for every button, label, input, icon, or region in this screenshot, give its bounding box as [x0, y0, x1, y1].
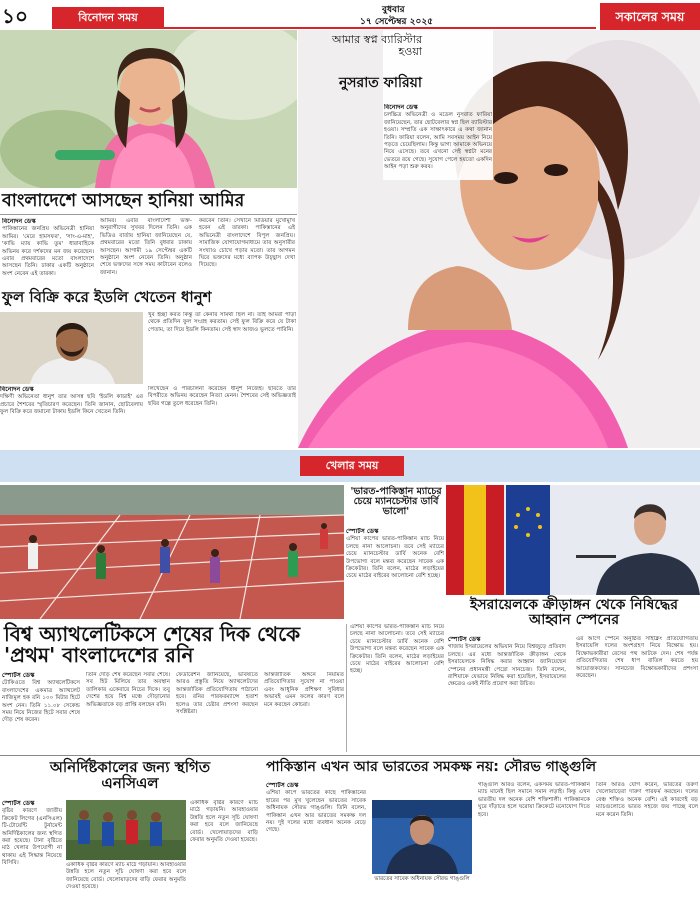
athletics-column-4 [264, 672, 344, 752]
spain-photo-art [446, 485, 700, 595]
faria-column [384, 104, 492, 280]
faria-name: নুসরাত ফারিয়া [338, 75, 422, 91]
spain-text-1: গাজায় ইসরায়েলের অভিযান নিয়ে বিশ্বজুড়ে প্রতিবাদ চলছে। এর মধ্যে আন্তর্জাতিক ক্রীড়াঙ্গন থেকে ইসরায়েলকে নিষিদ্ধ করার আহ্বান জানিয়েছেন স্পেনের প্রধানমন্ত্রী পেদ্রো সানচেজ। তিনি বলেন, রাশিয়াকে যেভাবে নিষিদ্ধ করা হয়েছিল, ইসরায়েলের ক্ষেত্রেও একই নীতি প্রয়োগ করা উচিত। [448, 644, 566, 688]
dhanush-photo [0, 312, 143, 384]
ganguly-text-3: তিনি আরও যোগ করেন, ভারতের তরুণ খেলোয়াড়েরা দারুণ পারফর্ম করছেন। দলের বেঞ্চ শক্তিও অনেক বেশি। এই কারণেই বড় ম্যাচগুলোতে ভারত সহজে জয় পাচ্ছে বলে মনে করেন তিনি। [596, 782, 698, 818]
hania-photo [0, 30, 297, 188]
hania-column-3 [199, 218, 295, 278]
derby-column-continued [350, 624, 444, 752]
ncl-column-1 [2, 800, 62, 906]
ganguly-column-1 [266, 782, 366, 906]
athletics-headline: বিশ্ব অ্যাথলেটিকসে শেষের দিক থেকে 'প্রথম' বাংলাদেশের রনি [4, 622, 301, 667]
derby-text: এশিয়া কাপের ভারত-পাকিস্তান ম্যাচ নিয়ে চলছে নানা আলোচনা। তবে সেই ম্যাচের চেয়ে ম্যানচেস্টার ডার্বি অনেক বেশি উপভোগ্য বলে মন্তব্য করেছেন সাবেক এক ক্রিকেটার। তিনি বলেন, মাঠের লড়াইয়ের চেয়ে মাঠের বাইরের আলোচনা বেশি হচ্ছে। [346, 536, 444, 580]
ganguly-text-2: গাঙ্গুলি আরও বলেন, একসময় ভারত-পাকিস্তান ম্যাচ মানেই ছিল সমানে সমান লড়াই। কিন্তু এখন ভারতীয় দল অনেক বেশি শক্তিশালী। পাকিস্তানকে ঘুরে দাঁড়াতে হলে ঘরোয়া ক্রিকেটে মনোযোগ দিতে হবে। [478, 782, 590, 818]
spain-column-1 [448, 636, 566, 748]
faria-byline: বিনোদন ডেস্ক [384, 104, 418, 111]
derby-column [346, 528, 444, 620]
hania-rule [0, 214, 297, 215]
athletics-text-2: তিনি দৌড় শেষ করেছেন সবার শেষে। সব হিট মিলিয়ে তার অবস্থান তালিকার একেবারে নিচের দিকে। তবু দেশের হয়ে বিশ্ব মঞ্চে দৌড়ানোর অভিজ্ঞতাকে বড় প্রাপ্তি বলছেন রনি। [86, 672, 170, 708]
athletics-text-4: আন্তর্জাতিক অঙ্গনে নিয়মিত প্রতিযোগিতার সুযোগ না পাওয়া এবং আধুনিক প্রশিক্ষণ সুবিধার অভাবই এমন ফলের কারণ বলে মনে করছেন কোচরা। [264, 672, 344, 708]
ganguly-headline: পাকিস্তান এখন আর ভারতের সমকক্ষ নয়: সৌরভ গাঙ্গুলি [266, 759, 597, 775]
hania-column-2 [100, 218, 192, 278]
section-label: বিনোদন সময় [52, 7, 164, 29]
dhanush-column-2 [148, 312, 296, 384]
hania-photo-art [0, 30, 297, 188]
ganguly-text-1: এশিয়া কাপে ভারতের কাছে পাকিস্তানের হারের পর মুখ খুলেছেন ভারতের সাবেক অধিনায়ক সৌরভ গাঙ্গুলি। তিনি বলেন, পাকিস্তান এখন আর ভারতের সমকক্ষ দল নয়। দুই দলের মধ্যে ব্যবধান অনেক বেড়ে গেছে। [266, 790, 366, 834]
spain-headline: ইসরায়েলকে ক্রীড়াঙ্গন থেকে নিষিদ্ধের আহ্বান স্পেনের [470, 597, 678, 628]
athletics-byline: স্পোর্টস ডেস্ক [2, 672, 35, 679]
ganguly-photo-art [372, 800, 472, 874]
spain-column-2 [576, 636, 698, 748]
dhanush-column-3 [148, 386, 296, 446]
dhanush-headline: ফুল বিক্রি করে ইডলি খেতেন ধানুশ [2, 288, 212, 306]
masthead-day: বুধবার [382, 5, 405, 15]
faria-photo [298, 30, 700, 448]
page-number: ১০ [2, 4, 28, 28]
spain-byline: স্পোর্টস ডেস্ক [448, 636, 481, 643]
faria-photo-art [298, 30, 700, 448]
ncl-text-3: একাধিক বৃষ্টির কারণে ম্যাচ মাঠে গড়ায়নি। আবহাওয়ার উন্নতি হলে নতুন সূচি ঘোষণা করা হবে বলে জানিয়েছে বোর্ড। খেলোয়াড়দের বাড়ি ফেরার অনুমতি দেওয়া হয়েছে। [190, 800, 258, 844]
ncl-photo [66, 800, 186, 860]
dhanush-photo-art [0, 312, 143, 384]
ganguly-caption: ভারতের সাবেক অধিনায়ক সৌরভ গাঙ্গুলি [374, 876, 470, 882]
hania-text-1: পাকিস্তানের জনপ্রিয় অভিনেত্রী হানিয়া আমির। 'মেরে হামসফর', 'সাং-এ-মাহ', 'কাভি ম্যায় কাভি তুম' ধারাবাহিকে অভিনয় করে দর্শকদের মন জয় করেছেন। এবার প্রথমবারের মতো বাংলাদেশে আসছেন তিনি। ঢাকার একটি অনুষ্ঠানে অংশ নেবেন এই তারকা। [2, 226, 94, 277]
hania-byline: বিনোদন ডেস্ক [2, 218, 36, 225]
faria-text: চলচ্চিত্র অভিনেত্রী ও মডেল নুসরাত ফারিয়া জানিয়েছেন, তার ছোটবেলার স্বপ্ন ছিল ব্যারিস্টার হওয়া। সম্প্রতি এক সাক্ষাৎকারে এ কথা জানান তিনি। ফারিয়া বলেন, আমি সবসময় আইন নিয়ে পড়তে চেয়েছিলাম। কিন্তু ভাগ্য আমাকে অভিনয়ে নিয়ে এসেছে। তবে এখনো সেই স্বপ্নটা মনের ভেতরে রয়ে গেছে। সুযোগ পেলে হয়তো একদিন আইন পড়া শুরু করব। [384, 112, 492, 171]
athletics-photo [0, 485, 344, 619]
hania-headline: বাংলাদেশে আসছেন হানিয়া আমির [2, 191, 245, 211]
ganguly-column-3 [596, 782, 698, 906]
dhanush-text-3: লিখেছেন ও পরিচালনা করেছেন ধানুশ নিজেই। ছবিতে তার বিপরীতে অভিনয় করেছেন নিত্যা মেনন। শৈশবের সেই অভিজ্ঞতাই ছবির গল্পে তুলে ধরেছেন তিনি। [148, 386, 296, 407]
ncl-headline: অনির্দিষ্টকালের জন্য স্থগিত এনসিএল [49, 758, 211, 792]
derby-byline: স্পোর্টস ডেস্ক [346, 528, 379, 535]
sports-band [0, 450, 700, 482]
dhanush-byline: বিনোদন ডেস্ক [0, 386, 34, 393]
masthead-date: ১৭ সেপ্টেম্বর ২০২৫ [360, 17, 434, 27]
hania-text-2: আমির। এবার বাংলাদেশী ভক্ত-অনুরাগীদের সুখবর দিলেন তিনি। এক ভিডিও বার্তায় হানিয়া জানিয়েছেন যে, প্রথমবারের মতো তিনি বুধবার ঢাকায় আসছেন। আগামী ১৯ সেপ্টেম্বর একটি অনুষ্ঠানে অংশ নেবেন তিনি। অনুষ্ঠান শেষে ভক্তদের সঙ্গে সময় কাটাবেন বলেও জানান। [100, 218, 192, 276]
ncl-byline: স্পোর্টস ডেস্ক [2, 800, 35, 807]
ganguly-column-2 [478, 782, 590, 906]
logo-text: সকালের সময় [615, 9, 685, 24]
dhanush-text-1: দক্ষিণী অভিনেতা ধানুশ তার আসন্ন ছবি 'ইডলি কাডাই' এর প্রচারে শৈশবের স্মৃতিচারণ করেছেন। তিনি জানান, ছোটবেলায় ফুল বিক্রি করে জমানো টাকায় ইডলি কিনে খেতেন তিনি। [0, 394, 143, 416]
athletics-divider [346, 624, 347, 752]
sports-band-label: খেলার সময় [300, 456, 404, 476]
ncl-text-1: বৃষ্টির কারণে জাতীয় ক্রিকেট লিগের (এনসিএল) টি-টোয়েন্টি টুর্নামেন্ট অনির্দিষ্টকালের জন্য স্থগিত করা হয়েছে। টানা বৃষ্টিতে মাঠ খেলার উপযোগী না থাকায় এই সিদ্ধান্ত নিয়েছে বিসিবি। [2, 808, 62, 867]
dhanush-column-1 [0, 386, 143, 446]
logo [600, 3, 700, 31]
derby-text-continued: এশিয়া কাপের ভারত-পাকিস্তান ম্যাচ নিয়ে চলছে নানা আলোচনা। তবে সেই ম্যাচের চেয়ে ম্যানচেস্টার ডার্বি অনেক বেশি উপভোগ্য বলে মন্তব্য করেছেন সাবেক এক ক্রিকেটার। তিনি বলেন, মাঠের লড়াইয়ের চেয়ে মাঠের বাইরের আলোচনা বেশি হচ্ছে। [350, 624, 444, 675]
ncl-column-3 [190, 800, 258, 906]
athletics-column-2 [86, 672, 170, 752]
ganguly-photo [372, 800, 472, 874]
ncl-text-2: একাধিক বৃষ্টির কারণে ম্যাচ মাঠে গড়ায়নি। আবহাওয়ার উন্নতি হলে নতুন সূচি ঘোষণা করা হবে বলে জানিয়েছে বোর্ড। খেলোয়াড়দের বাড়ি ফেরার অনুমতি দেওয়া হয়েছে। [66, 862, 186, 891]
hania-column-1 [2, 218, 94, 278]
derby-headline: 'ভারত-পাকিস্তান ম্যাচের চেয়ে ম্যানচেস্টার ডার্বি ভালো' [350, 486, 442, 517]
ncl-column-2 [66, 862, 186, 906]
athletics-text-1: টোকিওতে বিশ্ব অ্যাথলেটিকসে বাংলাদেশের একমাত্র অ্যাথলেট নাজিমুল হক রনি ১০০ মিটার হিটে অংশ নেন। তিনি ১১.০৮ সেকেন্ড সময় নিয়ে নিজের হিটে সবার শেষে দৌড় শেষ করেন। [2, 680, 80, 724]
spain-text-2: এর আগে স্পেনে অনুষ্ঠিত সাইক্লিং প্রতিযোগিতায় ইসরায়েলি দলের অংশগ্রহণ নিয়ে বিক্ষোভ হয়। বিক্ষোভকারীরা রেসের পথ আটকে দেন। শেষ পর্যন্ত প্রতিযোগিতার শেষ ধাপ বাতিল করতে হয় আয়োজকদের। সানচেজ বিক্ষোভকারীদের প্রশংসা করেছেন। [576, 636, 698, 680]
athletics-column-3 [176, 672, 258, 752]
athletics-photo-art [0, 485, 344, 619]
spain-photo [446, 485, 700, 595]
dhanush-text-2: খুব ইচ্ছা করত কিন্তু তা কেনার সামর্থ্য ছিল না। তাই আমরা পাড়া থেকে প্রতিদিন ফুল সংগ্রহ করতাম। সেই ফুল বিক্রি করে যে টাকা পেতাম, তা দিয়ে ইডলি কিনতাম। সেই স্বাদ আজও ভুলতে পারিনি। [148, 312, 296, 333]
hania-text-3: করবেন তিনি। সেখানে মিডিয়ার মুখোমুখি হবেন এই তারকা। পাকিস্তানের এই অভিনেত্রী বাংলাদেশে বিপুল জনপ্রিয়। সামাজিক যোগাযোগমাধ্যমে তার অনুসারীর সংখ্যাও চোখে পড়ার মতো। তার আগমন ঘিরে ভক্তদের মধ্যে ব্যাপক উচ্ছ্বাস দেখা দিয়েছে। [199, 218, 295, 269]
athletics-column-1 [2, 672, 80, 752]
ganguly-byline: স্পোর্টস ডেস্ক [266, 782, 299, 789]
ncl-photo-art [66, 800, 186, 860]
faria-kicker: আমার স্বপ্ন ব্যারিস্টার হওয়া [331, 33, 422, 58]
section-rule [0, 755, 700, 756]
athletics-text-3: ফেডারেশন জানিয়েছে, ভবিষ্যতে আরও প্রস্তুতি নিয়ে অ্যাথলেটদের আন্তর্জাতিক প্রতিযোগিতায় পাঠানো হবে। রনির পারফরম্যান্সে হতাশ হলেও তার চেষ্টার প্রশংসা করছেন সংশ্লিষ্টরা। [176, 672, 258, 716]
